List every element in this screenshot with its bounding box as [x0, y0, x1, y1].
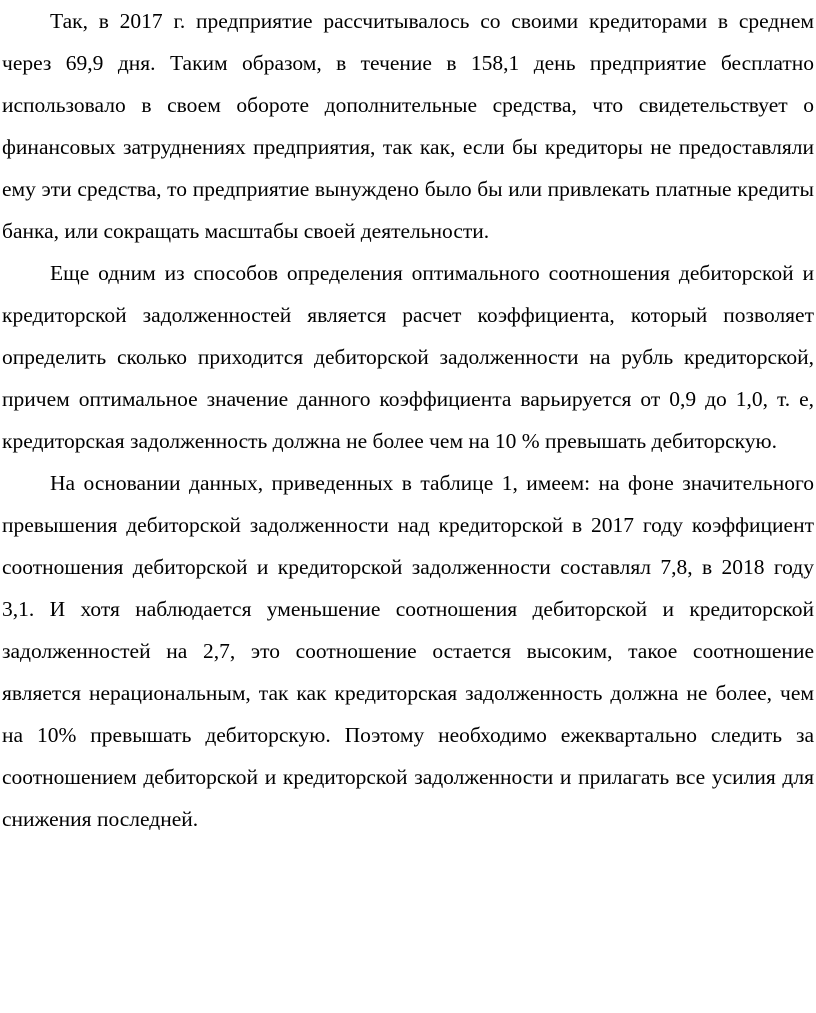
document-body	[2, 0, 814, 840]
paragraph-ratio-method: Еще одним из способов определения оптимального соотношения дебиторской и кредиторской задолженностей является расчет коэффициента, который позволяет определить сколько приходится дебиторской задолженности на рубль кредиторской, причем оптимальное значение данного коэффициента варьируется от 0,9 до 1,0, т. е, кредиторская задолженность должна не более чем на 10 % превышать дебиторскую.	[2, 261, 814, 453]
paragraph-creditor-settlement: Так, в 2017 г. предприятие рассчитывалось со своими кредиторами в среднем через 69,9 дня. Таким образом, в течение в 158,1 день предприятие бесплатно использовало в своем обороте дополнительные средства, что свидетельствует о финансовых затруднениях предприятия, так как, если бы кредиторы не предоставляли ему эти средства, то предприятие вынуждено было бы или привлекать платные кредиты банка, или сокращать масштабы своей деятельности.	[2, 9, 814, 243]
paragraph-table-analysis: На основании данных, приведенных в таблице 1, имеем: на фоне значительного превышения дебиторской задолженности над кредиторской в 2017 году коэффициент соотношения дебиторской и кредиторской задолженности составлял 7,8, в 2018 году 3,1. И хотя наблюдается уменьшение соотношения дебиторской и кредиторской задолженностей на 2,7, это соотношение остается высоким, такое соотношение является нерациональным, так как кредиторская задолженность должна не более, чем на 10% превышать дебиторскую. Поэтому необходимо ежеквартально следить за соотношением дебиторской и кредиторской задолженности и прилагать все усилия для снижения последней.	[2, 471, 814, 831]
